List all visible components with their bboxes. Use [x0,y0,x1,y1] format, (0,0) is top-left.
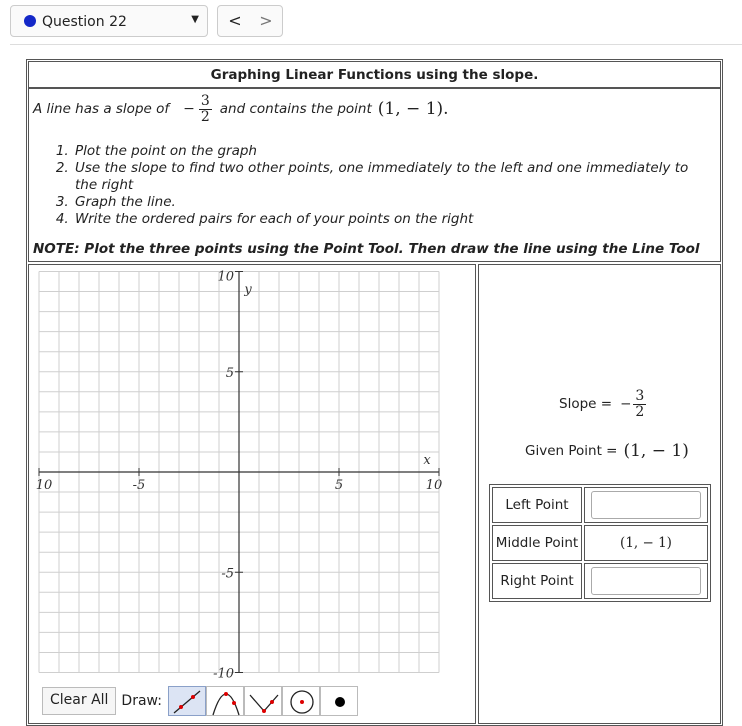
statement-prefix: A line has a slope of [33,101,170,117]
circle-tool-button[interactable] [282,686,320,716]
instruction-step: 2. Use the slope to find two other points, one immediately to the left and one immediately to the right [73,160,713,194]
problem-statement-box [28,88,721,262]
divider [10,44,742,45]
parabola-tool-button[interactable] [206,686,244,716]
x-tick-label: -5 [132,478,146,493]
statement-middle: and contains the point [219,101,372,117]
point-tool-button[interactable] [320,686,358,716]
absolute-value-tool-icon [245,687,283,717]
line-tool-button[interactable] [168,686,206,716]
slope-sign: − [183,101,195,117]
slope-label: Slope = [559,396,613,413]
y-tick-label: 10 [217,269,234,285]
next-question-button[interactable]: > [259,11,273,30]
x-axis-label: x [423,453,431,468]
graph-panel [28,264,476,724]
slope-denominator: 2 [200,108,210,125]
line-tool-icon [169,687,207,717]
left-point-input[interactable] [591,491,701,519]
slope-numerator: 3 [200,92,210,109]
slope-sign: − [620,396,632,413]
instruction-step: 1. Plot the point on the graph [73,143,713,160]
question-label: Question 22 [42,14,127,30]
coordinate-graph[interactable] [29,265,475,723]
slope-display [559,389,646,419]
left-point-cell [584,487,708,523]
parabola-tool-icon [207,687,245,717]
instruction-step: 3. Graph the line. [73,194,713,211]
absolute-value-tool-button[interactable] [244,686,282,716]
table-row [492,563,708,599]
given-point-label: Given Point = [525,443,618,459]
right-point-input[interactable] [591,567,701,595]
given-point-display [525,441,689,461]
clear-all-button[interactable]: Clear All [42,687,116,715]
question-selector[interactable] [10,5,208,37]
table-row [492,487,708,523]
given-point-value: (1, − 1) [623,441,689,461]
given-point: (1, − 1). [377,99,449,119]
circle-tool-icon [283,687,321,717]
slope-fraction [633,389,646,419]
question-nav [217,5,283,37]
question-status-dot [24,15,36,27]
middle-point-value: (1, − 1) [584,525,708,561]
y-axis-label: y [244,282,252,298]
right-point-label: Right Point [492,563,582,599]
draw-label: Draw: [121,693,162,709]
caret-down-icon: ▼ [191,14,199,25]
x-tick-label: 5 [334,478,344,493]
middle-point-label: Middle Point [492,525,582,561]
y-tick-label: -10 [213,666,234,682]
x-tick-label: 10 [425,478,443,493]
points-table [489,484,711,602]
instruction-step: 4. Write the ordered pairs for each of your points on the right [73,211,713,228]
table-row [492,525,708,561]
right-point-cell [584,563,708,599]
slope-fraction [199,94,212,124]
y-tick-label: -5 [221,566,234,582]
x-tick-label: 10 [35,478,53,493]
answer-panel [478,264,721,724]
slope-denominator: 2 [635,403,645,420]
previous-question-button[interactable]: < [228,11,242,30]
point-tool-icon [321,687,359,717]
problem-statement [33,91,449,127]
slope-numerator: 3 [635,388,645,404]
instruction-list [57,143,713,228]
note: NOTE: Plot the three points using the Point Tool. Then draw the line using the Line Tool [33,241,700,257]
left-point-label: Left Point [492,487,582,523]
draw-toolbar [42,686,358,716]
y-tick-label: 5 [225,365,234,381]
problem-title: Graphing Linear Functions using the slope. [28,61,721,88]
